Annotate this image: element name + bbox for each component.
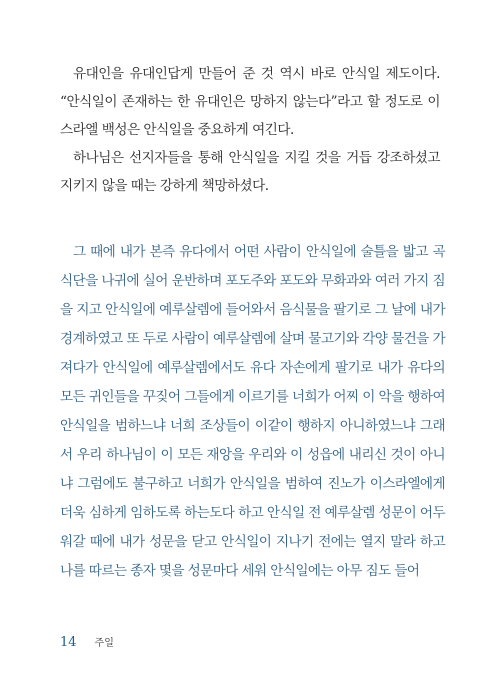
page-number: 14	[60, 635, 77, 650]
page-footer	[60, 634, 114, 654]
scripture-quote	[60, 238, 445, 586]
intro-paragraph: 유대인을 유대인답게 만들어 준 것 역시 바로 안식일 제도이다. “안식일이 존재하는 한 유대인은 망하지 않는다”라고 할 정도로 이스라엘 백성은 안식일을 중요하게 여긴다.	[60, 66, 440, 138]
running-title: 주일	[94, 638, 114, 649]
intro-section	[60, 60, 440, 200]
intro-paragraph: 하나님은 선지자들을 통해 안식일을 지킬 것을 거듭 강조하셨고 지키지 않을 때는 강하게 책망하셨다.	[60, 150, 440, 194]
scripture-quote-text: 그 때에 내가 본즉 유다에서 어떤 사람이 안식일에 술틀을 밟고 곡식단을 나귀에 실어 운반하며 포도주와 포도와 무화과와 여러 가지 짐을 지고 안식일에 예루살렘에 들어와서 음식물을 팔기로 그 날에 내가 경계하였고 또 두로 사람이 예루살렘에 살며 물고기와 각양 물건을 가져다가 안식일에 예루살렘에서도 유다 자손에게 팔기로 내가 유다의 모든 귀인들을 꾸짖어 그들에게 이르기를 너희가 어찌 이 악을 행하여 안식일을 범하느냐 너희 조상들이 이같이 행하지 아니하였느냐 그래서 우리 하나님이 이 모든 재앙을 우리와 이 성읍에 내리신 것이 아니냐 그럼에도 불구하고 너희가 안식일을 범하여 진노가 이스라엘에게 더욱 심하게 임하도록 하는도다 하고 안식일 전 예루살렘 성문이 어두워갈 때에 내가 성문을 닫고 안식일이 지나기 전에는 열지 말라 하고 나를 따르는 종자 몇을 성문마다 세워 안식일에는 아무 짐도 들어	[60, 244, 445, 579]
